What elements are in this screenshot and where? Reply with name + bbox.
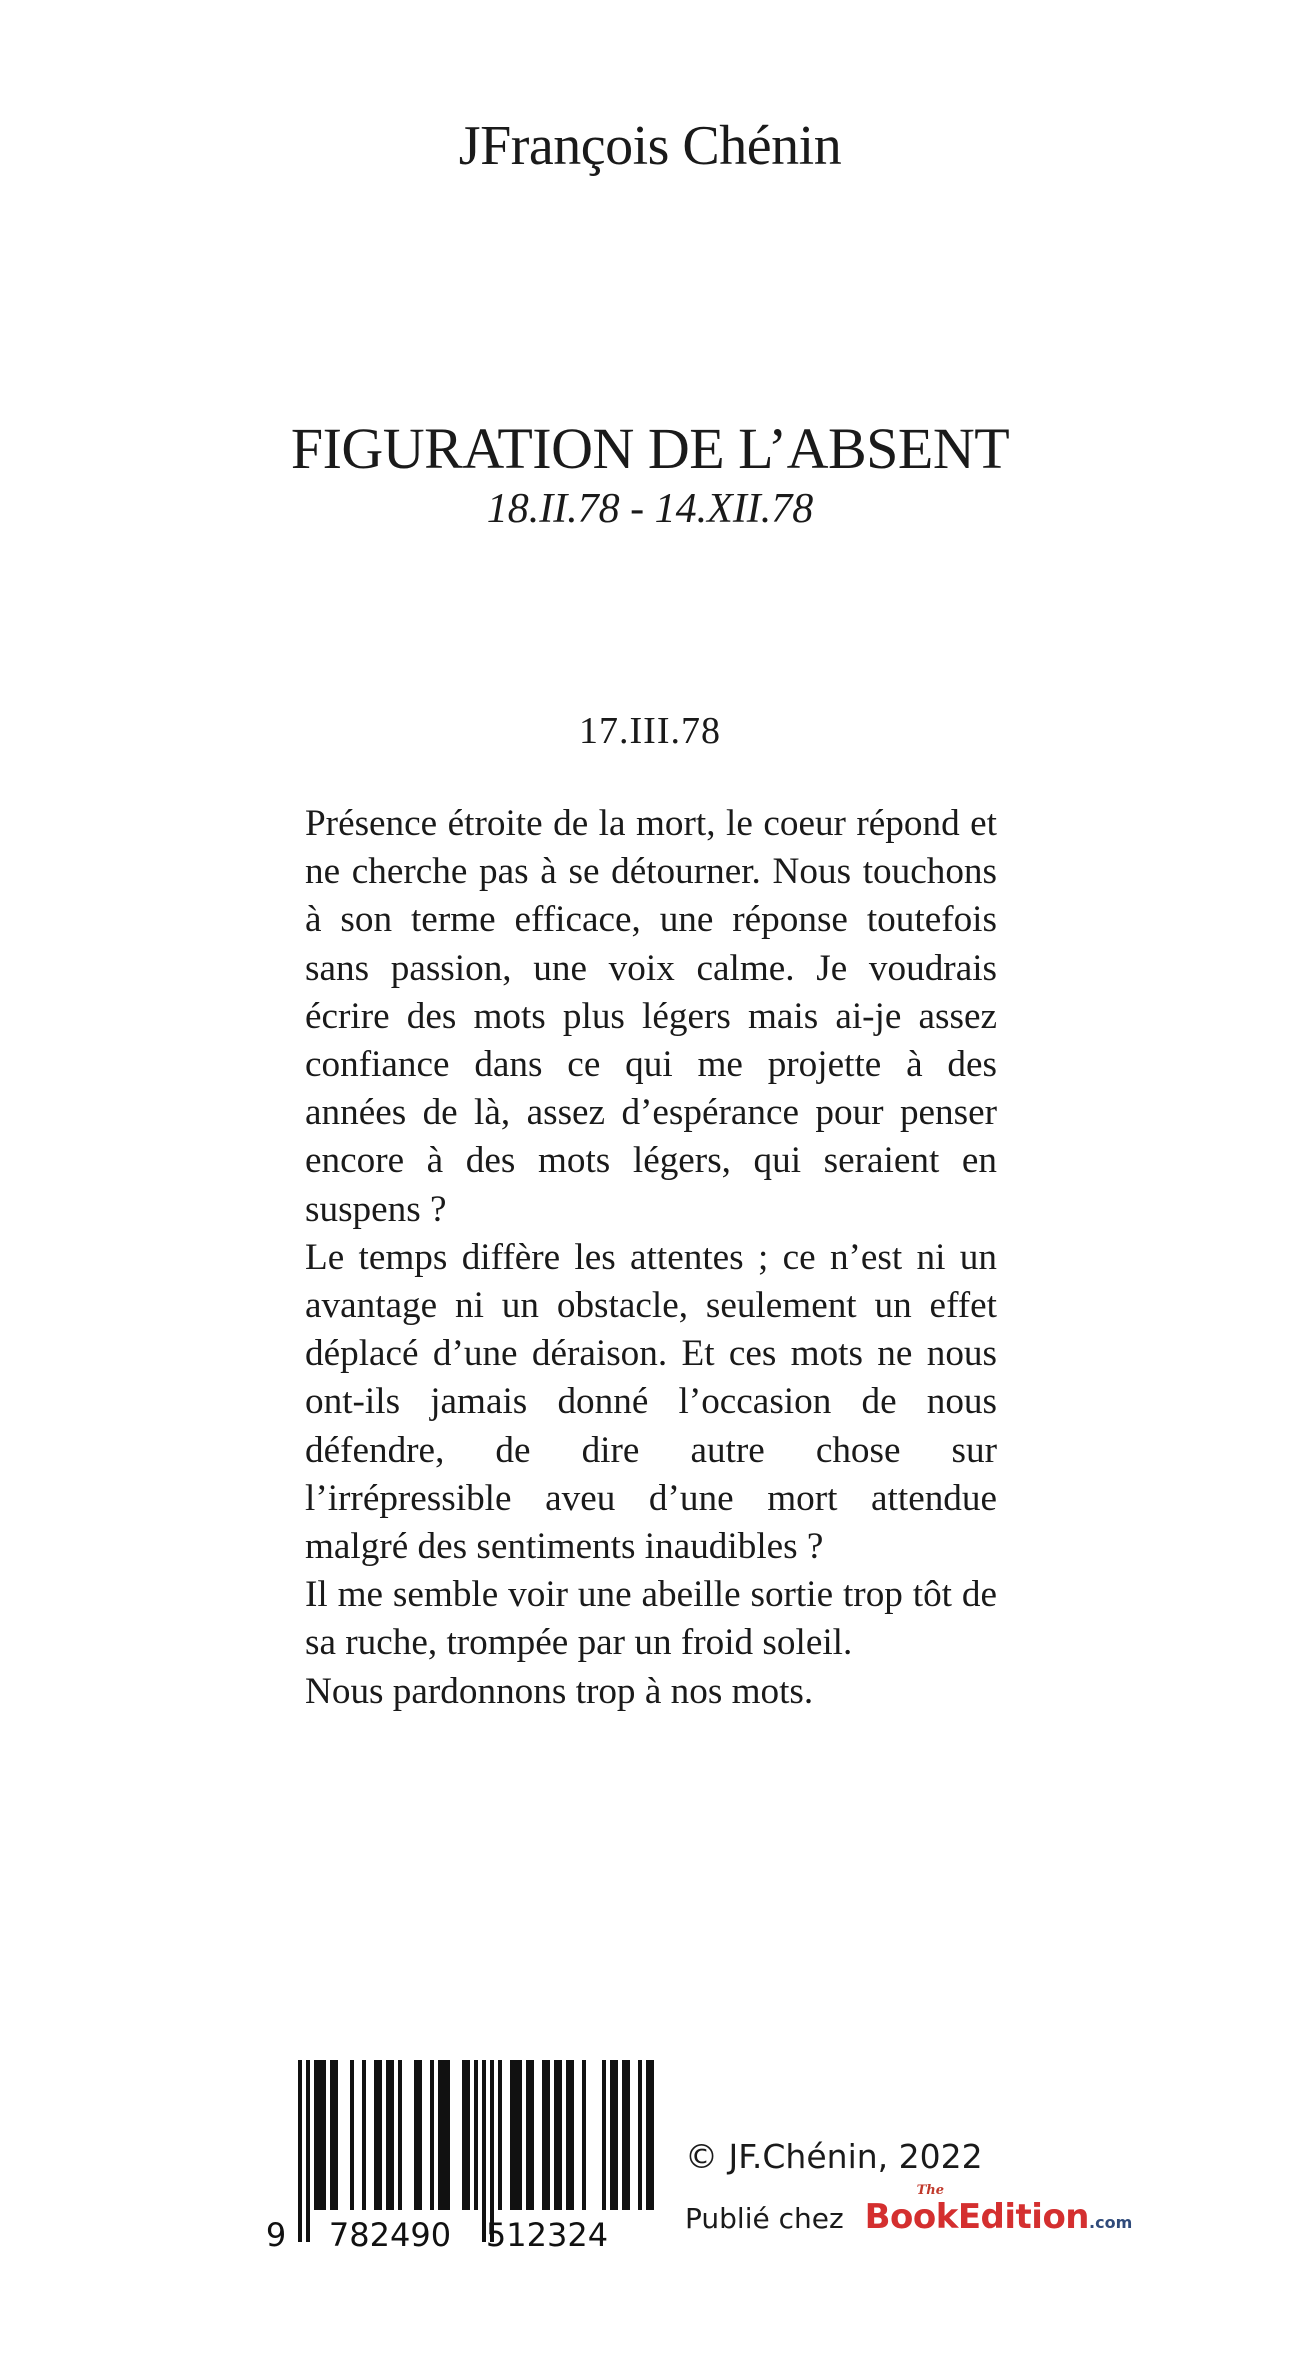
published-label: Publié chez — [685, 2202, 844, 2235]
barcode-bar — [582, 2060, 586, 2210]
excerpt-text — [305, 800, 997, 1716]
logo-suffix-text: .com — [1089, 2213, 1133, 2232]
book-title: FIGURATION DE L’ABSENT — [290, 416, 1010, 481]
barcode-bar — [474, 2060, 478, 2210]
barcode-guard-bar — [306, 2060, 310, 2242]
barcode-bar — [622, 2060, 626, 2210]
barcode-bar — [526, 2060, 530, 2210]
barcode-bar — [542, 2060, 546, 2210]
barcode-bar — [446, 2060, 450, 2210]
barcode-bar — [414, 2060, 418, 2210]
barcode-bar — [610, 2060, 614, 2210]
logo-the-text: The — [916, 2183, 944, 2198]
isbn-barcode — [262, 2060, 654, 2250]
barcode-guard-bar — [490, 2060, 494, 2242]
excerpt-paragraph: Présence étroite de la mort, le coeur répond et ne cherche pas à se détourner. Nous touchons à son terme efficace, une réponse toutefois sans passion, une voix calme. Je voudrais écrire des mots plus légers mais ai-je assez confiance dans ce qui me projette à des années de là, assez d’espérance pour penser encore à des mots légers, qui seraient en suspens ? — [305, 803, 997, 1230]
barcode-bar — [514, 2060, 518, 2210]
barcode-bar — [442, 2060, 446, 2210]
barcode-bar — [510, 2060, 514, 2210]
excerpt-paragraph: Il me semble voir une abeille sortie trop tôt de sa ruche, trompée par un froid soleil. — [305, 1574, 997, 1664]
barcode-bar — [498, 2060, 502, 2210]
barcode-bar — [318, 2060, 322, 2210]
barcode-bar — [362, 2060, 366, 2210]
entry-date: 17.III.78 — [579, 710, 721, 752]
barcode-bar — [374, 2060, 378, 2210]
barcode-bar — [398, 2060, 402, 2210]
barcode-bar — [546, 2060, 550, 2210]
barcode-bar — [518, 2060, 522, 2210]
barcode-bar — [314, 2060, 318, 2210]
barcode-bar — [554, 2060, 558, 2210]
barcode-bar — [558, 2060, 562, 2210]
barcode-bar — [566, 2060, 570, 2210]
excerpt-paragraph: Nous pardonnons trop à nos mots. — [305, 1670, 814, 1712]
publisher-line — [685, 2183, 1133, 2237]
barcode-bar — [626, 2060, 630, 2210]
barcode-guard-bar — [298, 2060, 302, 2242]
barcode-bar — [646, 2060, 650, 2210]
barcode-digit-group: 9 — [265, 2216, 287, 2250]
barcode-bar — [530, 2060, 534, 2210]
logo-name-text: BookEdition — [864, 2197, 1090, 2237]
barcode-bar — [466, 2060, 470, 2210]
barcode-bar — [650, 2060, 654, 2210]
barcode-digit-group: 782490 — [328, 2216, 452, 2250]
barcode-bar — [386, 2060, 390, 2210]
barcode-bar — [330, 2060, 334, 2210]
barcode-bar — [322, 2060, 326, 2210]
barcode-graphic — [262, 2060, 654, 2250]
author-name: JFrançois Chénin — [458, 115, 842, 177]
barcode-bar — [614, 2060, 618, 2210]
barcode-bar — [570, 2060, 574, 2210]
barcode-bar — [334, 2060, 338, 2210]
barcode-digit-group: 512324 — [485, 2216, 609, 2250]
barcode-bar — [378, 2060, 382, 2210]
barcode-bar — [638, 2060, 642, 2210]
barcode-bar — [602, 2060, 606, 2210]
barcode-bar — [390, 2060, 394, 2210]
book-date-range: 18.II.78 - 14.XII.78 — [486, 486, 814, 532]
barcode-bar — [438, 2060, 442, 2210]
barcode-bar — [418, 2060, 422, 2210]
barcode-bar — [350, 2060, 354, 2210]
barcode-guard-bar — [482, 2060, 486, 2242]
barcode-bar — [430, 2060, 434, 2210]
barcode-bar — [462, 2060, 466, 2210]
bookedition-logo — [864, 2183, 1133, 2237]
excerpt-paragraph: Le temps diffère les attentes ; ce n’est ni un avantage ni un obstacle, seulement un effet déplacé d’une déraison. Et ces mots ne nous ont-ils jamais donné l’occasion de nous défendre, de dire autre chose sur l’irrépressible aveu d’une mort attendue malgré des sentiments inaudibles ? — [305, 1236, 997, 1568]
copyright-notice: © JF.Chénin, 2022 — [685, 2137, 983, 2176]
